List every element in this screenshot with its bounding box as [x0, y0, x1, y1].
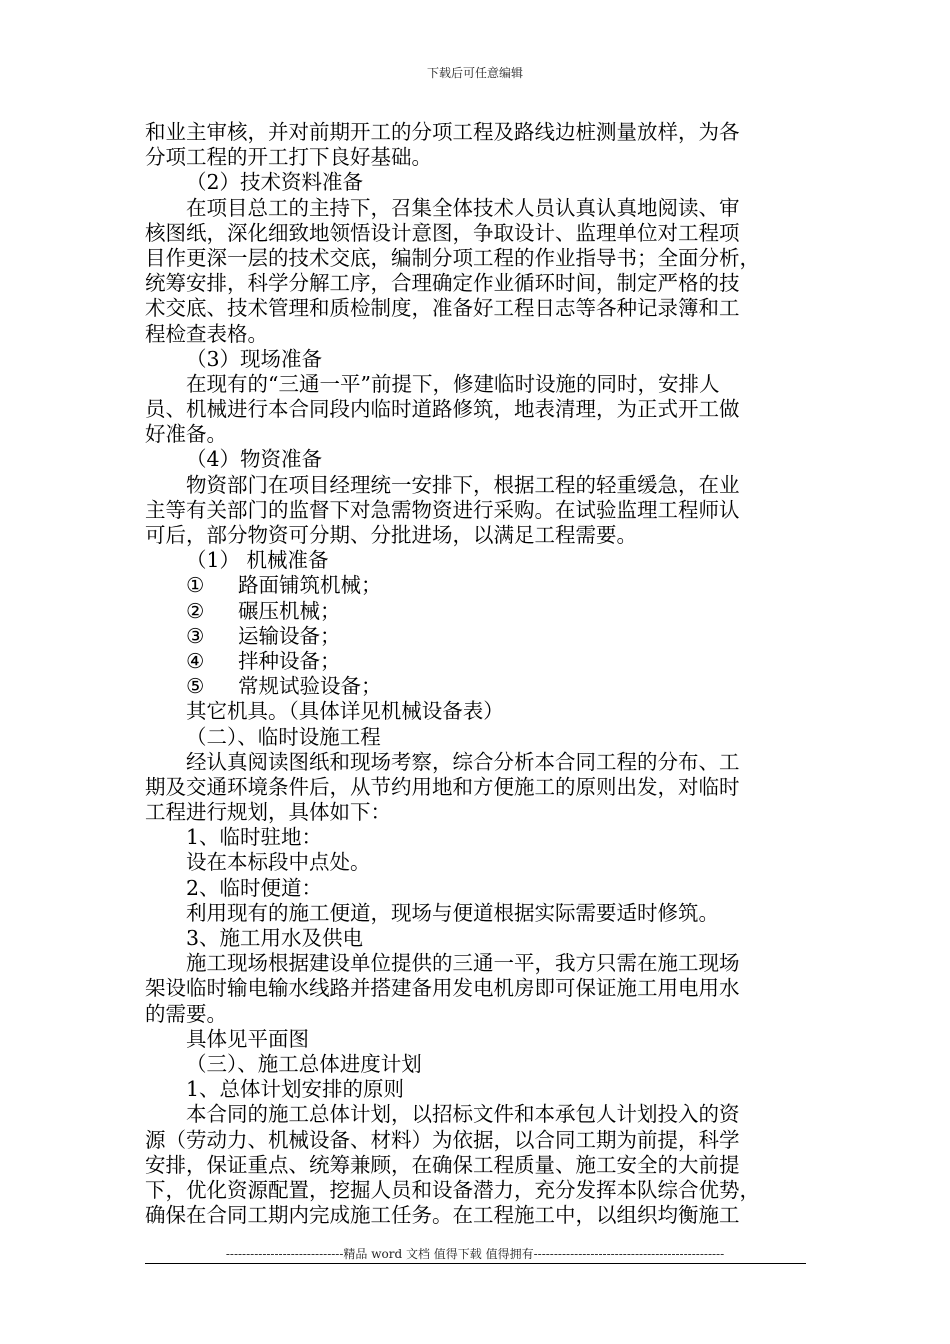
text-line: （4）物资准备 [186, 447, 323, 472]
text-line: 2、临时便道： [186, 875, 323, 900]
text-line: 在项目总工的主持下，召集全体技术人员认真认真地阅读、审 [186, 195, 740, 220]
text-line: 主等有关部门的监督下对急需物资进行采购。在试验监理工程师认 [145, 497, 740, 522]
text-line: 下，优化资源配置，挖掘人员和设备潜力，充分发挥本队综合优势， [145, 1177, 760, 1202]
page-footer: -----------------------------精品 word 文档 值得下载 值得拥有----------------------------------------------- [225, 1247, 725, 1261]
machine-list-item [145, 649, 811, 674]
list-text: 常规试验设备； [238, 674, 382, 699]
text-line: 1、临时驻地： [186, 825, 323, 850]
text-line: （1） 机械准备 [186, 548, 329, 573]
document-body [145, 120, 811, 1228]
text-line: 经认真阅读图纸和现场考察，综合分析本合同工程的分布、工 [186, 749, 740, 774]
text-line: 架设临时输电输水线路并搭建备用发电机房即可保证施工用电用水 [145, 976, 740, 1001]
text-line: （2）技术资料准备 [186, 170, 364, 195]
footer-rule [145, 1263, 806, 1264]
text-line: 本合同的施工总体计划，以招标文件和本承包人计划投入的资 [186, 1102, 740, 1127]
text-line: 确保在合同工期内完成施工任务。在工程施工中，以组织均衡施工 [145, 1203, 740, 1228]
list-text: 路面铺筑机械； [238, 573, 382, 598]
text-line: 员、机械进行本合同段内临时道路修筑，地表清理，为正式开工做 [145, 397, 740, 422]
list-number: ⑤ [186, 674, 205, 699]
text-line: 具体见平面图 [186, 1026, 309, 1051]
text-line: 工程进行规划，具体如下： [145, 800, 391, 825]
text-line: 的需要。 [145, 1001, 227, 1026]
text-line: 3、施工用水及供电 [186, 926, 364, 950]
text-line: 和业主审核，并对前期开工的分项工程及路线边桩测量放样，为各 [145, 120, 740, 144]
text-line: （二）、临时设施工程 [186, 724, 381, 749]
text-line: 程检查表格。 [145, 321, 268, 346]
text-line: 1、总体计划安排的原则 [186, 1077, 405, 1102]
machine-list-item [145, 573, 811, 598]
text-line: 好准备。 [145, 422, 227, 447]
text-line: 期及交通环境条件后，从节约用地和方便施工的原则出发，对临时 [145, 774, 740, 799]
machine-list [145, 573, 811, 699]
text-line: 利用现有的施工便道，现场与便道根据实际需要适时修筑。 [186, 900, 719, 925]
page-header: 下载后可任意编辑 [426, 66, 523, 80]
list-text: 碾压机械； [238, 598, 341, 623]
text-line: 其它机具。（具体详见机械设备表） [186, 699, 504, 724]
list-number: ② [186, 598, 205, 623]
list-number: ④ [186, 648, 205, 673]
text-line: 源（劳动力、机械设备、材料）为依据，以合同工期为前提，科学 [145, 1127, 740, 1152]
machine-list-item [145, 624, 811, 649]
list-number: ① [186, 573, 205, 598]
list-text: 拌种设备； [238, 648, 341, 673]
text-line: 核图纸，深化细致地领悟设计意图，争取设计、监理单位对工程项 [145, 220, 740, 245]
list-number: ③ [186, 623, 205, 648]
text-line: 分项工程的开工打下良好基础。 [145, 145, 432, 170]
text-line: 目作更深一层的技术交底，编制分项工程的作业指导书；全面分析， [145, 245, 760, 270]
text-line: 在现有的“三通一平”前提下，修建临时设施的同时，安排人 [186, 371, 720, 396]
text-line: （3）现场准备 [186, 346, 323, 371]
text-line: （三）、施工总体进度计划 [186, 1051, 422, 1076]
list-text: 运输设备； [238, 623, 341, 648]
machine-list-item [145, 674, 811, 699]
text-line: 可后，部分物资可分期、分批进场，以满足工程需要。 [145, 523, 637, 547]
text-line: 设在本标段中点处。 [186, 850, 371, 875]
text-line: 统筹安排，科学分解工序，合理确定作业循环时间，制定严格的技 [145, 271, 740, 296]
machine-list-item [145, 599, 811, 624]
body-part-1 [145, 120, 811, 573]
text-line: 物资部门在项目经理统一安排下，根据工程的轻重缓急，在业 [186, 472, 740, 497]
text-line: 安排，保证重点、统筹兼顾，在确保工程质量、施工安全的大前提 [145, 1152, 740, 1177]
body-part-2 [145, 699, 811, 1228]
text-line: 术交底、技术管理和质检制度，准备好工程日志等各种记录簿和工 [145, 296, 740, 321]
text-line: 施工现场根据建设单位提供的三通一平，我方只需在施工现场 [186, 951, 740, 976]
